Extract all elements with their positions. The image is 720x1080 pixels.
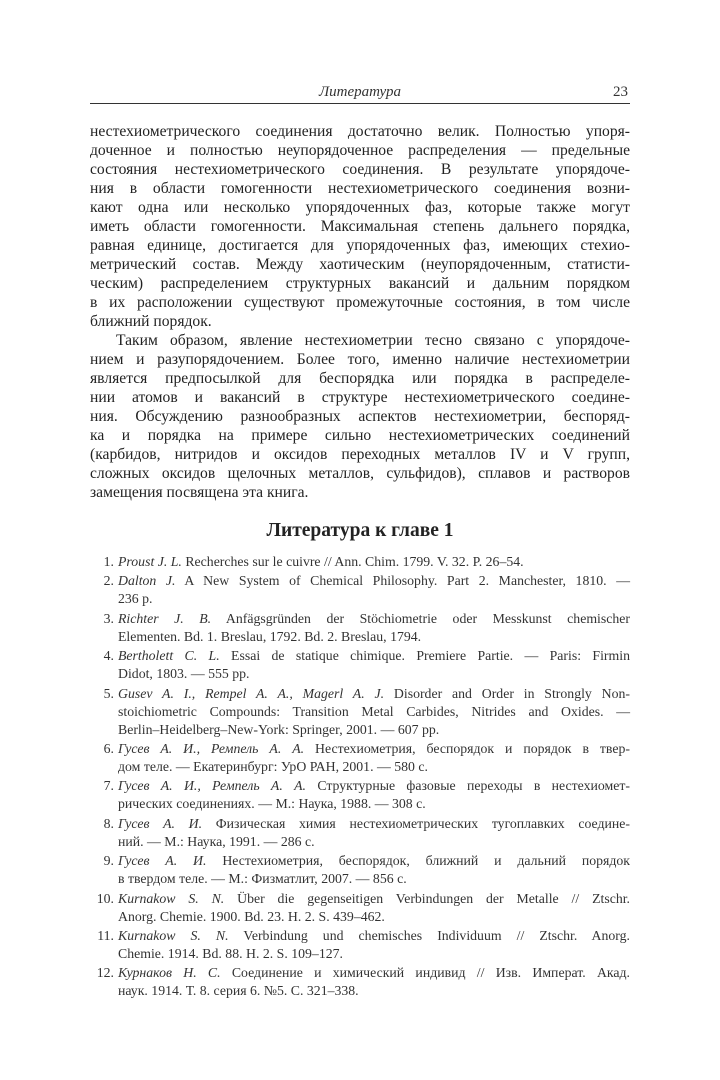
text-line: ческим) распределением структурных вакансий и дальним порядком [90,275,630,292]
reference-item [90,964,630,1000]
reference-text: Структурные фазовые переходы в нестехиомет- [306,778,630,794]
text-line: ближний порядок. [90,313,212,330]
reference-item [90,685,630,739]
reference-text: Disorder and Order in Strongly Non- [384,685,630,701]
running-header-title: Литература [318,84,402,100]
reference-text: Anfägsgründen der Stöchiometrie oder Messkunst chemischer [211,610,630,626]
reference-number: 4. [103,648,114,664]
reference-number: 12. [96,965,114,981]
reference-text: Über die gegenseitigen Verbindungen der Metalle // Ztschr. [224,890,630,906]
reference-number: 2. [103,573,114,589]
reference-line: Anorg. Chemie. 1900. Bd. 23. H. 2. S. 439–462. [118,908,385,924]
reference-author: Dalton J. [118,573,176,589]
reference-item [90,815,630,851]
text-line: (карбидов, нитридов и оксидов переходных металлов IV и V групп, [90,446,630,463]
text-line: нием и разупорядочением. Более того, именно наличие нестехиометрии [90,351,630,368]
reference-item [90,740,630,776]
reference-item [90,553,630,571]
reference-line [118,777,630,795]
reference-author: Kurnakow S. N. [118,927,229,943]
reference-line [118,553,630,571]
reference-line: наук. 1914. Т. 8. серия 6. №5. С. 321–338. [118,983,359,999]
reference-author: Гусев А. И. [118,853,207,869]
reference-author: Гусев А. И. [118,815,203,831]
text-line: метрический состав. Между хаотическим (неупорядоченным, статисти- [90,256,630,273]
reference-line [118,572,630,590]
text-line: ка и порядка на примере сильно нестехиометрических соединений [90,427,630,444]
reference-author: Gusev A. I., Rempel A. A., Magerl A. J. [118,685,385,701]
reference-line [118,647,630,665]
text-line: Таким образом, явление нестехиометрии тесно связано с упорядоче- [116,332,630,349]
text-line: нии атомов и вакансий в структуре нестехиометрического соедине- [90,389,630,406]
reference-line: 236 p. [118,591,153,607]
reference-line: рических соединениях. — М.: Наука, 1988. — 308 с. [118,796,426,812]
section-heading: Литература к главе 1 [266,520,454,541]
reference-number: 11. [97,927,114,943]
reference-line [118,927,630,945]
reference-text: Essai de statique chimique. Premiere Partie. — Paris: Firmin [219,648,630,664]
reference-line [118,815,630,833]
reference-author: Гусев А. И., Ремпель А. А. [118,778,307,794]
text-line: доченное и полностью неупорядоченное распределения — предельные [90,142,630,159]
reference-line: в твердом теле. — М.: Физматлит, 2007. — 856 с. [118,871,407,887]
text-line: замещения посвящена эта книга. [90,484,309,501]
text-line: равная единице, достигается для упорядоченных фаз, имеющих стехио- [90,237,630,254]
reference-text: Recherches sur le cuivre // Ann. Chim. 1799. V. 32. P. 26–54. [181,554,524,569]
reference-text: Verbindung und chemisches Individuum // Ztschr. Anorg. [228,927,630,943]
text-line: кают одна или несколько упорядоченных фаз, которые также могут [90,199,630,216]
reference-item [90,647,630,683]
reference-text: Нестехиометрия, беспорядок и порядок в твер- [304,740,630,756]
reference-line [118,964,630,982]
reference-text: Физическая химия нестехиометрических тугоплавких соедине- [202,815,630,831]
text-line: ния в области гомогенности нестехиометрического соединения возни- [90,180,630,197]
paragraph [90,331,630,502]
text-line: состояния нестехиометрического соединения. В результате упорядоче- [90,161,630,178]
reference-line [118,740,630,758]
reference-line: ний. — М.: Наука, 1991. — 286 с. [118,833,315,849]
text-line: ния. Обсуждению разнообразных аспектов нестехиометрии, беспоряд- [90,408,630,425]
reference-item [90,777,630,813]
reference-text: Соединение и химический индивид // Изв. Императ. Акад. [220,965,630,981]
reference-text: A New System of Chemical Philosophy. Part 2. Manchester, 1810. — [175,573,630,589]
reference-item [90,890,630,926]
reference-item [90,852,630,888]
reference-line [118,890,630,908]
reference-number: 6. [103,740,114,756]
text-line: в их расположении существуют промежуточные состояния, в том числе [90,294,630,311]
reference-line: stoichiometric Compounds: Transition Metal Carbides, Nitrides and Oxides. — [118,703,630,719]
reference-line [118,685,630,703]
reference-number: 10. [96,890,114,906]
reference-author: Kurnakow S. N. [118,890,225,906]
reference-item [90,572,630,608]
reference-number: 3. [103,610,114,626]
body-text [90,122,630,502]
reference-number: 1. [103,554,114,569]
reference-line: дом теле. — Екатеринбург: УрО РАН, 2001. — 580 с. [118,758,428,774]
running-header [90,84,630,104]
page-number: 23 [613,84,628,100]
reference-number: 9. [103,853,114,869]
reference-line: Elementen. Bd. 1. Breslau, 1792. Bd. 2. Breslau, 1794. [118,628,422,644]
reference-item [90,610,630,646]
reference-line: Didot, 1803. — 555 pp. [118,666,250,682]
text-line: иметь области гомогенности. Максимальная степень дальнего порядка, [90,218,630,235]
text-line: сложных оксидов щелочных металлов, сульфидов), сплавов и растворов [90,465,630,482]
reference-number: 8. [103,815,114,831]
reference-list [90,553,630,1002]
reference-line: Berlin–Heidelberg–New-York: Springer, 2001. — 607 pp. [118,721,440,737]
reference-number: 5. [103,685,114,701]
reference-item [90,927,630,963]
reference-line: Chemie. 1914. Bd. 88. H. 2. S. 109–127. [118,945,343,961]
reference-author: Bertholett C. L. [118,648,220,664]
text-line: является предпосылкой для беспорядка или порядка в распределе- [90,370,630,387]
reference-author: Гусев А. И., Ремпель А. А. [118,740,305,756]
reference-line [118,852,630,870]
text-line: нестехиометрического соединения достаточно велик. Полностью упоря- [90,123,630,140]
reference-author: Курнаков Н. С. [118,965,221,981]
reference-number: 7. [103,778,114,794]
reference-author: Proust J. L. [118,554,182,569]
reference-line [118,610,630,628]
reference-text: Нестехиометрия, беспорядок, ближний и дальний порядок [206,853,631,869]
reference-author: Richter J. B. [118,610,212,626]
paragraph [90,122,630,331]
